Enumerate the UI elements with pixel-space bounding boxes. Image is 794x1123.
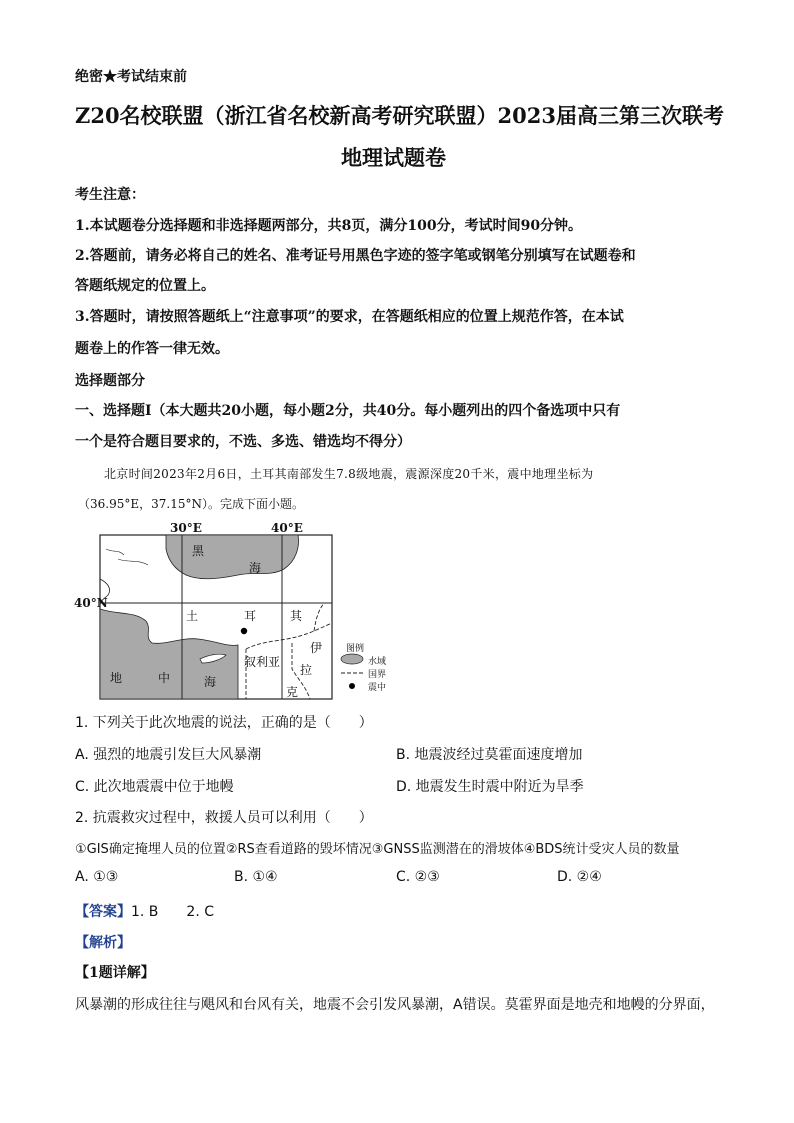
paper-subtitle: 地理试题卷 — [341, 145, 446, 170]
answer-value: 1. B 2. C — [131, 904, 214, 920]
legend-water-label: 水域 — [368, 657, 387, 667]
notice-item-2a: 2.答题前，请务必将自己的姓名、准考证号用黑色字迹的签字笔或钢笔分别填写在试题卷和 — [75, 248, 636, 264]
label-hai-black: 海 — [249, 561, 262, 575]
q1-stem: 1. 下列关于此次地震的说法，正确的是（ ） — [75, 715, 373, 731]
notice-item-3b: 题卷上的作答一律无效。 — [75, 341, 229, 357]
notice-item-2b: 答题纸规定的位置上。 — [75, 278, 215, 294]
label-er: 耳 — [244, 609, 257, 623]
legend-epicenter-swatch — [340, 681, 364, 691]
part-heading: 选择题部分 — [75, 373, 145, 389]
stem-line-1: 北京时间2023年2月6日，土耳其南部发生7.8级地震，震源深度20千米，震中地理坐标为 — [104, 467, 594, 481]
lat-40n-label: 40°N — [74, 596, 108, 610]
legend-epicenter-label: 震中 — [368, 683, 387, 693]
label-tu: 土 — [186, 609, 199, 623]
q2-option-d: D. ②④ — [557, 869, 602, 885]
q1-option-d: D. 地震发生时震中附近为旱季 — [396, 779, 584, 795]
section-instruction-b: 一个是符合题目要求的，不选、多选、错选均不得分） — [75, 434, 411, 450]
notice-item-1: 1.本试题卷分选择题和非选择题两部分，共8页，满分100分，考试时间90分钟。 — [75, 218, 583, 234]
legend-water-swatch — [340, 653, 364, 665]
analysis-text: 风暴潮的形成往往与飓风和台风有关，地震不会引发风暴潮，A错误。莫霍界面是地壳和地幔的分界面， — [75, 997, 715, 1013]
label-zhong: 中 — [158, 671, 171, 685]
secret-label: 绝密★考试结束前 — [75, 69, 187, 85]
lon-40e-label: 40°E — [271, 521, 303, 535]
label-hai-med: 海 — [204, 675, 217, 689]
q1-option-b: B. 地震波经过莫霍面速度增加 — [396, 747, 583, 763]
detail-label-q1: 【1题详解】 — [75, 965, 155, 981]
q2-option-a: A. ①③ — [75, 869, 119, 885]
analysis-label: 【解析】 — [75, 935, 131, 951]
label-la: 拉 — [300, 663, 313, 677]
label-yi: 伊 — [310, 641, 323, 655]
label-syria: 叙利亚 — [244, 655, 281, 669]
turkey-earthquake-map — [74, 519, 408, 709]
label-ke: 克 — [286, 685, 299, 699]
notice-item-3a: 3.答题时，请按照答题纸上“注意事项”的要求，在答题纸相应的位置上规范作答，在本试 — [75, 309, 624, 325]
section-instruction-a: 一、选择题Ⅰ（本大题共20小题，每小题2分，共40分。每小题列出的四个备选项中只有 — [75, 403, 621, 419]
label-qi: 其 — [290, 609, 303, 623]
legend-border-swatch — [340, 669, 364, 677]
notice-heading: 考生注意： — [75, 187, 145, 203]
q1-option-a: A. 强烈的地震引发巨大风暴潮 — [75, 747, 262, 763]
label-hei: 黑 — [192, 544, 205, 558]
map-legend — [340, 641, 410, 707]
q1-option-c: C. 此次地震震中位于地幔 — [75, 779, 234, 795]
epicenter-dot — [241, 628, 247, 634]
lon-30e-label: 30°E — [170, 521, 202, 535]
label-di: 地 — [110, 671, 123, 685]
answer-label: 【答案】 — [75, 904, 131, 920]
q2-options-line: ①GIS确定掩埋人员的位置②RS查看道路的毁坏情况③GNSS监测潜在的滑坡体④BDS统计受灾人员的数量 — [75, 842, 680, 857]
exam-title: Z20名校联盟（浙江省名校新高考研究联盟）2023届高三第三次联考 — [75, 103, 724, 128]
legend-border-label: 国界 — [368, 670, 387, 680]
answer-line — [75, 901, 214, 921]
stem-line-2: （36.95°E，37.15°N）。完成下面小题。 — [78, 497, 304, 511]
q2-option-c: C. ②③ — [396, 869, 440, 885]
q2-option-b: B. ①④ — [234, 869, 278, 885]
legend-title: 图例 — [346, 644, 365, 654]
q2-stem: 2. 抗震救灾过程中，救援人员可以利用（ ） — [75, 810, 373, 826]
